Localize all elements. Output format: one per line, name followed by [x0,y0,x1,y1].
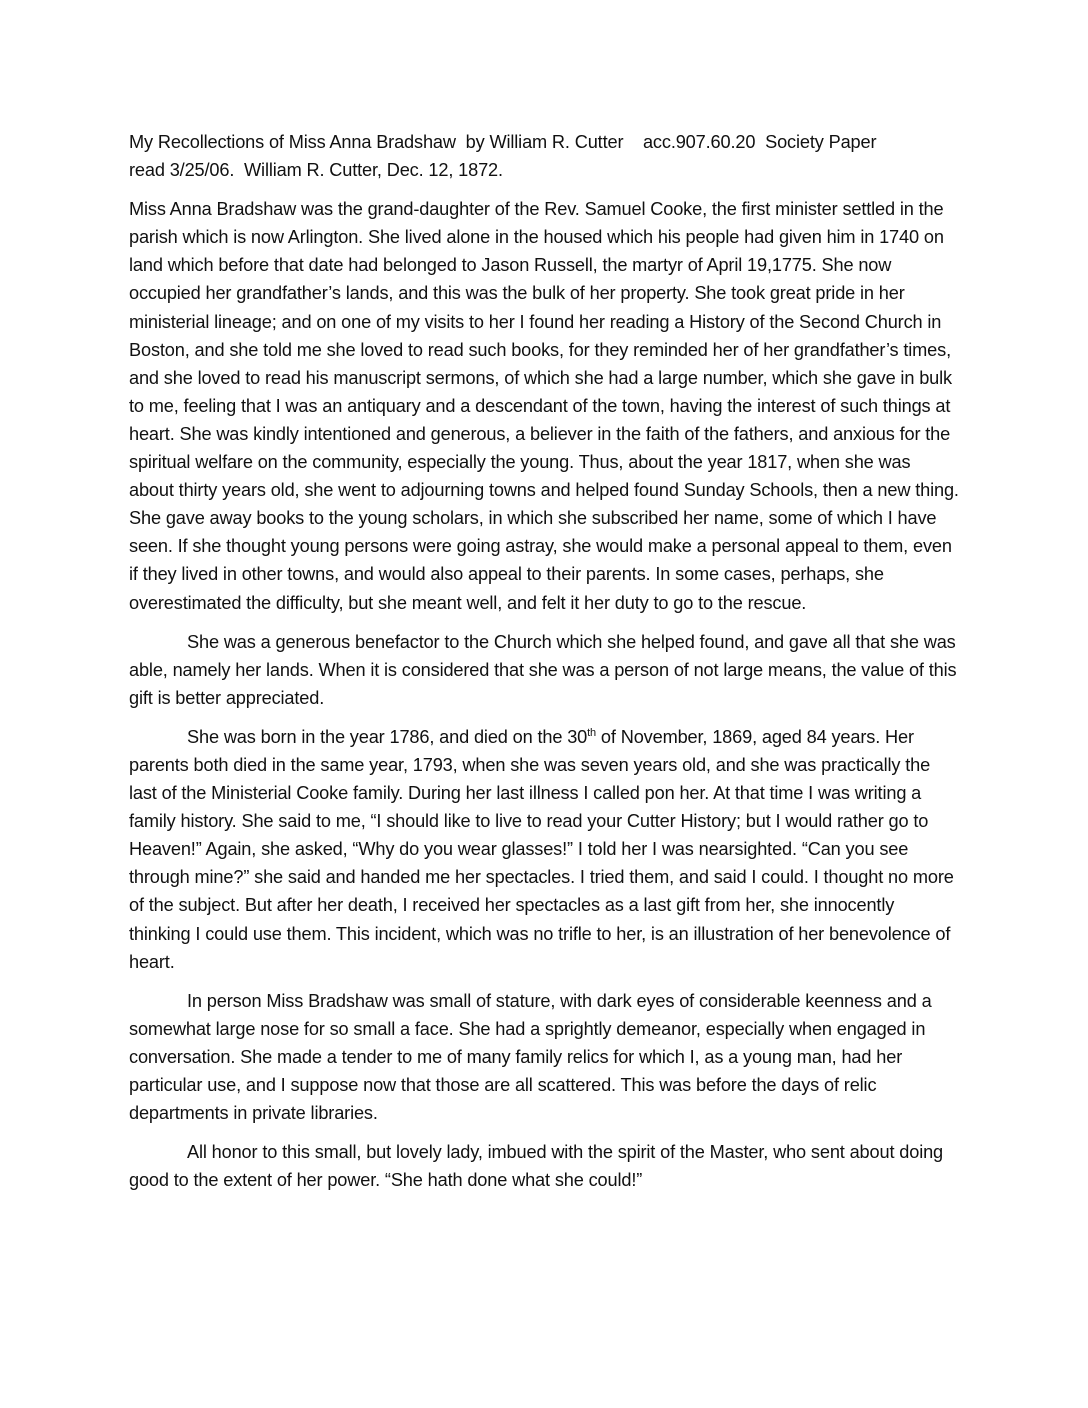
heading-line-2: read 3/25/06. William R. Cutter, Dec. 12, 1872. [129,160,503,181]
paragraph-3 [129,723,959,976]
paragraph-4: In person Miss Bradshaw was small of stature, with dark eyes of considerable keenness and a somewhat large nose for so small a face. She had a sprightly demeanor, especially when engaged in conversation. She made a tender to me of many family relics for which I, as a young man, had her particular use, and I suppose now that those are all scattered. This was before the days of relic departments in private libraries. [129,990,932,1124]
paragraph-3-text-start: She was born in the year 1786, and died on the 30 [187,726,588,747]
heading-line-1: My Recollections of Miss Anna Bradshaw by William R. Cutter acc.907.60.20 Society Paper [129,132,877,152]
paragraph-5: All honor to this small, but lovely lady, imbued with the spirit of the Master, who sent about doing good to the extent of her power. “She hath done what she could!” [129,1142,944,1191]
paragraph-2: She was a generous benefactor to the Church which she helped found, and gave all that she was able, namely her lands. When it is considered that she was a person of not large means, the value of this gift is better appreciated. [129,631,957,708]
paragraph-3-text-end: of November, 1869, aged 84 years. Her parents both died in the same year, 1793, when she was seven years old, and she was practically the last of the Ministerial Cooke family. During her last illness I called pon her. At that time I was writing a family history. She said to me, “I should like to live to read your Cutter History; but I would rather go to Heaven!” Again, she asked, “Why do you wear glasses!” I told her I was nearsighted. “Can you see through mine?” she said and handed me her spectacles. I tried them, and said I could. I thought no more of the subject. But after her death, I received her spectacles as a last gift from her, she innocently thinking I could use them. This incident, which was no trifle to her, is an illustration of her benevolence of heart. [129,726,954,972]
document-body [129,128,959,1205]
paragraph-1: Miss Anna Bradshaw was the grand-daughter of the Rev. Samuel Cooke, the first minister settled in the parish which is now Arlington. She lived alone in the housed which his people had given him in 1740 on land which before that date had belonged to Jason Russell, the martyr of April 19,1775. She now occupied her grandfather’s lands, and this was the bulk of her property. She took great pride in her ministerial lineage; and on one of my visits to her I found her reading a History of the Second Church in Boston, and she told me she loved to read such books, for they reminded her of her grandfather’s times, and she loved to read his manuscript sermons, of which she had a large number, which she gave in bulk to me, feeling that I was an antiquary and a descendant of the town, having the interest of such things at heart. She was kindly intentioned and generous, a believer in the faith of the fathers, and anxious for the spiritual welfare on the community, especially the young. Thus, about the year 1817, when she was about thirty years old, she went to adjourning towns and helped found Sunday Schools, then a new thing. She gave away books to the young scholars, in which she subscribed her name, some of which I have seen. If she thought young persons were going astray, she would make a personal appeal to them, even if they lived in other towns, and would also appeal to their parents. In some cases, perhaps, she overestimated the difficulty, but she meant well, and felt it her duty to go to the rescue. [129,199,959,613]
document-heading [129,128,959,184]
ordinal-superscript: th [587,726,597,739]
